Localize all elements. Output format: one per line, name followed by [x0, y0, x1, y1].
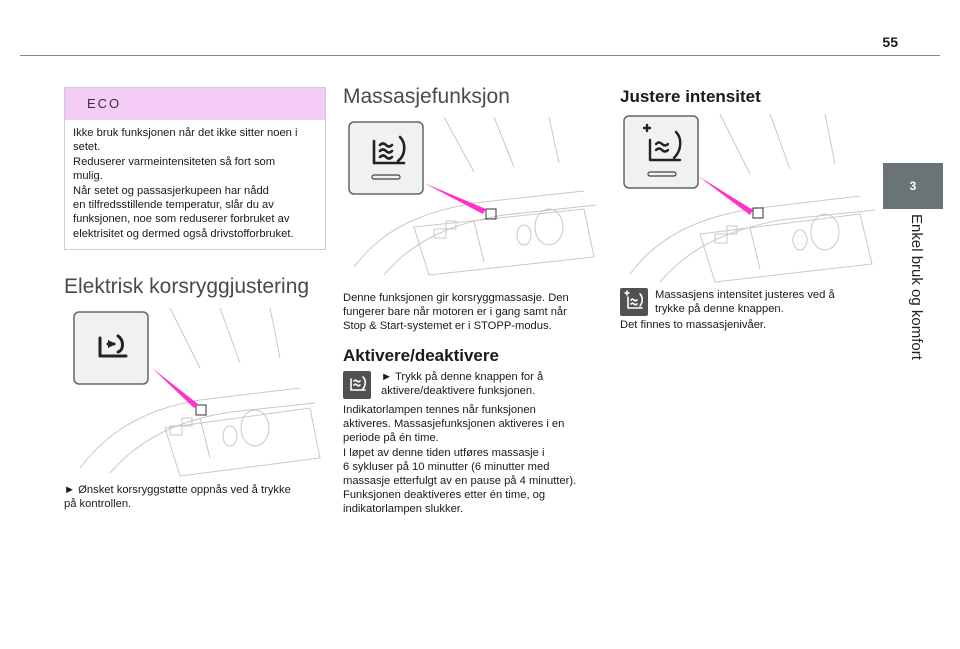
chapter-tab[interactable]	[883, 163, 943, 209]
intensity-text: Det finnes to massasjenivåer.	[620, 319, 767, 331]
activate-heading: Aktivere/deaktivere	[343, 346, 499, 365]
massage-figure	[344, 117, 602, 277]
seat-massage-icon	[343, 371, 371, 399]
activate-text: Indikatorlampen tennes når funksjonen aktiveres. Massasjefunksjonen aktiveres i en periode på én time. I løpet av denne tiden utføres massasje i 6 sykluser på 10 minutter (6 minutter med massasje etterfulgt av en pause på 4 minutter). Funksjonen deaktiveres etter én time, og indikatorlampen slukker.	[343, 404, 577, 516]
header-rule	[20, 55, 940, 56]
intensity-figure	[620, 114, 882, 284]
eco-label: ECO	[65, 88, 325, 120]
chapter-title-text: Enkel bruk og komfort	[908, 214, 925, 360]
chapter-number: 3	[909, 179, 917, 193]
eco-notice	[64, 87, 326, 250]
page-number: 55	[882, 34, 898, 50]
lumbar-heading: Elektrisk korsryggjustering	[64, 275, 310, 298]
massage-heading: Massasjefunksjon	[343, 85, 510, 108]
eco-text: Ikke bruk funksjonen når det ikke sitter noen i setet. Reduserer varmeintensiteten så fort som mulig. Når setet og passasjerkupeen har nådd en tilfredsstillende temperatur, slår du av funksjonen, noe som reduserer forbruket av elektrisitet og dermed også drivstofforbruket.	[73, 127, 298, 240]
lumbar-text: ► Ønsket korsryggstøtte oppnås ved å trykke på kontrollen.	[64, 484, 291, 511]
intensity-icon-text: Massasjens intensitet justeres ved å trykke på denne knappen.	[655, 289, 835, 316]
massage-text: Denne funksjonen gir korsryggmassasje. Den fungerer bare når motoren er i gang samt når Stop & Start-systemet er i STOPP-modus.	[343, 292, 569, 333]
seat-massage-intensity-icon	[620, 288, 648, 316]
intensity-heading: Justere intensitet	[620, 87, 761, 106]
lumbar-figure	[70, 308, 322, 478]
activate-icon-text: ► Trykk på denne knappen for å aktivere/deaktivere funksjonen.	[381, 371, 544, 398]
